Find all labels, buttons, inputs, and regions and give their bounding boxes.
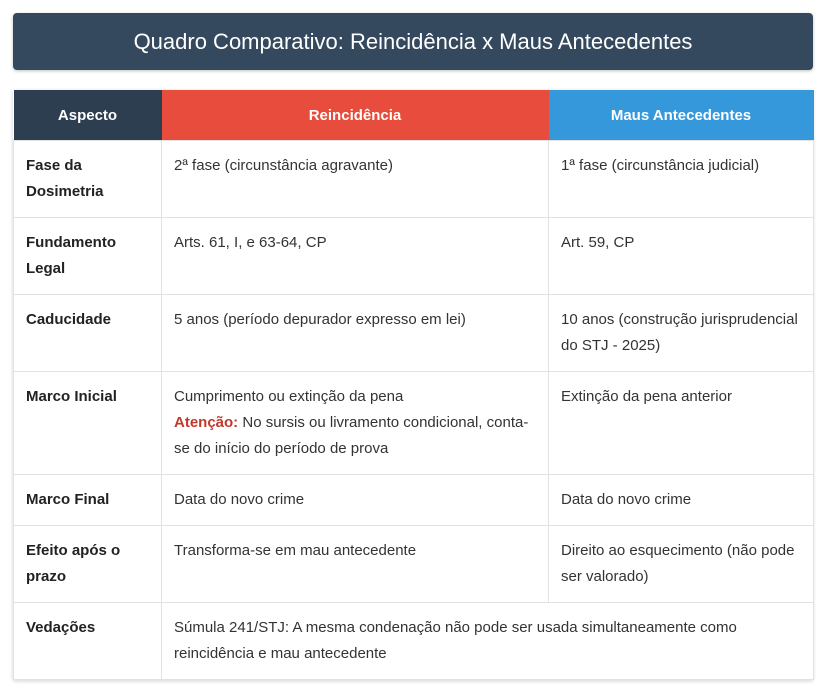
table-row xyxy=(14,526,814,603)
comparison-table xyxy=(13,90,814,680)
aspect-cell: Marco Inicial xyxy=(14,372,162,475)
maus-antecedentes-cell: Extinção da pena anterior xyxy=(549,372,814,475)
maus-antecedentes-cell: Data do novo crime xyxy=(549,475,814,526)
header-reincidencia: Reincidência xyxy=(162,90,549,141)
reincidencia-cell: Transforma-se em mau antecedente xyxy=(162,526,549,603)
table-row xyxy=(14,603,814,680)
maus-antecedentes-cell: 1ª fase (circunstância judicial) xyxy=(549,141,814,218)
aspect-cell: Fundamento Legal xyxy=(14,218,162,295)
table-row xyxy=(14,141,814,218)
aspect-cell: Vedações xyxy=(14,603,162,680)
table-row xyxy=(14,295,814,372)
maus-antecedentes-cell: Art. 59, CP xyxy=(549,218,814,295)
maus-antecedentes-cell: 10 anos (construção jurisprudencial do STJ - 2025) xyxy=(549,295,814,372)
table-row xyxy=(14,372,814,475)
shared-cell: Súmula 241/STJ: A mesma condenação não pode ser usada simultaneamente como reincidência e mau antecedente xyxy=(162,603,814,680)
attention-label: Atenção: xyxy=(174,414,239,431)
reincidencia-main-text: Cumprimento ou extinção da pena xyxy=(174,388,404,405)
header-aspecto: Aspecto xyxy=(14,90,162,141)
table-row xyxy=(14,218,814,295)
reincidencia-cell: 2ª fase (circunstância agravante) xyxy=(162,141,549,218)
page-title xyxy=(13,13,813,70)
maus-antecedentes-cell: Direito ao esquecimento (não pode ser valorado) xyxy=(549,526,814,603)
reincidencia-cell: Arts. 61, I, e 63-64, CP xyxy=(162,218,549,295)
aspect-cell: Caducidade xyxy=(14,295,162,372)
aspect-cell: Marco Final xyxy=(14,475,162,526)
reincidencia-cell xyxy=(162,372,549,475)
header-maus-antecedentes: Maus Antecedentes xyxy=(549,90,814,141)
comparison-table-container xyxy=(13,90,813,680)
aspect-cell: Fase da Dosimetria xyxy=(14,141,162,218)
page-title-text: Quadro Comparativo: Reincidência x Maus Antecedentes xyxy=(133,28,693,54)
attention-text: No sursis ou livramento condicional, conta-se do início do período de prova xyxy=(174,414,529,457)
table-header-row xyxy=(14,90,814,141)
reincidencia-cell: Data do novo crime xyxy=(162,475,549,526)
reincidencia-cell: 5 anos (período depurador expresso em lei) xyxy=(162,295,549,372)
aspect-cell: Efeito após o prazo xyxy=(14,526,162,603)
table-row xyxy=(14,475,814,526)
